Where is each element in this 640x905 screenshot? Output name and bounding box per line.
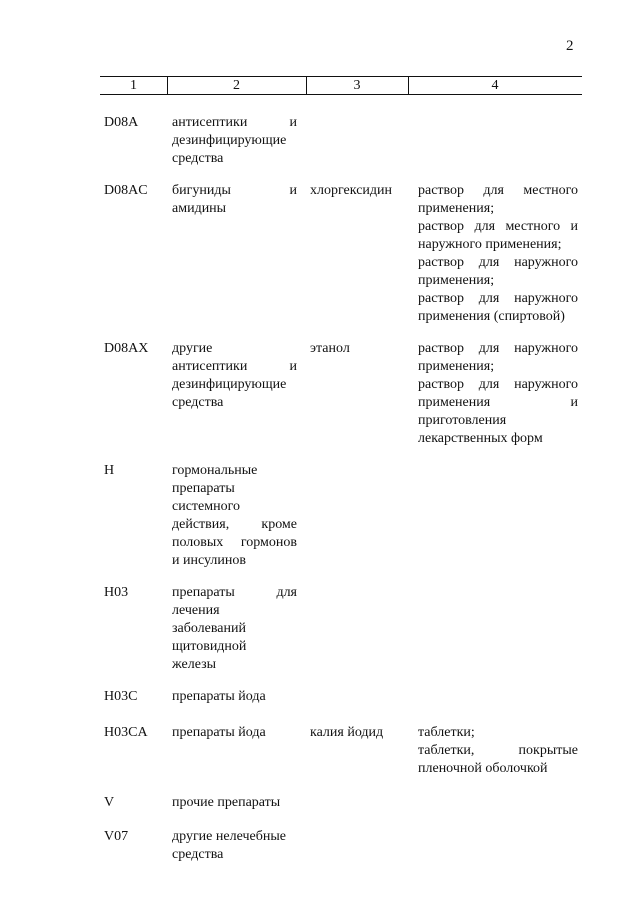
atc-code: H03 bbox=[104, 585, 129, 600]
atc-name: прочие препараты bbox=[172, 795, 281, 810]
atc-name: гормональные препараты системного действия, кроме половых гормонов и инсулинов bbox=[172, 463, 297, 568]
header-divider bbox=[306, 77, 307, 94]
inn-name: калия йодид bbox=[310, 725, 384, 740]
atc-name: антисептики и дезинфицирующие средства bbox=[172, 115, 297, 166]
atc-code: V bbox=[104, 795, 115, 810]
inn-name: хлоргексидин bbox=[310, 183, 393, 198]
atc-name: другие антисептики и дезинфицирующие средства bbox=[172, 341, 297, 410]
page-number: 2 bbox=[566, 38, 574, 54]
dosage-forms: раствор для наружного применения; раствор для наружного применения и приготовления лекарственных форм bbox=[418, 341, 578, 446]
atc-name: препараты йода bbox=[172, 725, 266, 740]
header-divider bbox=[167, 77, 168, 94]
atc-code: H03CA bbox=[104, 725, 148, 740]
header-col-2: 2 bbox=[233, 78, 240, 93]
atc-code: D08AC bbox=[104, 183, 148, 198]
atc-code: H bbox=[104, 463, 115, 478]
atc-name: препараты йода bbox=[172, 689, 266, 704]
inn-name: этанол bbox=[310, 341, 350, 356]
atc-name: бигуниды и амидины bbox=[172, 183, 297, 216]
atc-name: другие нелечебные средства bbox=[172, 829, 286, 862]
table-header bbox=[100, 76, 582, 95]
atc-code: D08AX bbox=[104, 341, 149, 356]
header-col-4: 4 bbox=[491, 78, 499, 93]
header-col-1: 1 bbox=[130, 78, 137, 93]
atc-code: D08A bbox=[104, 115, 139, 130]
atc-code: H03C bbox=[104, 689, 138, 704]
header-col-3: 3 bbox=[353, 78, 361, 93]
atc-code: V07 bbox=[104, 829, 129, 844]
atc-name: препараты для лечения заболеваний щитовидной железы bbox=[172, 585, 297, 672]
header-divider bbox=[408, 77, 409, 94]
dosage-forms: таблетки; таблетки, покрытые пленочной оболочкой bbox=[418, 725, 578, 776]
dosage-forms: раствор для местного применения; раствор для местного и наружного применения; раствор для наружного применения; раствор для наружного применения (спиртовой) bbox=[418, 183, 578, 324]
